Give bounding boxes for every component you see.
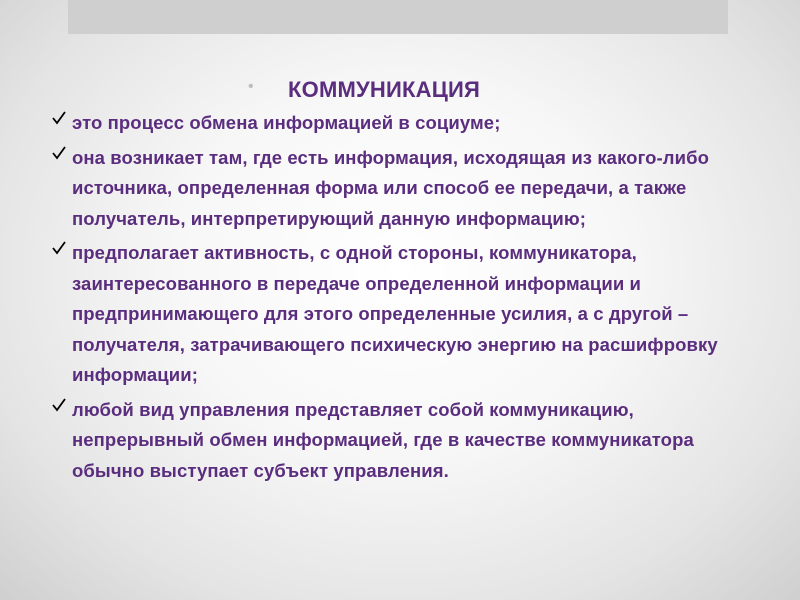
list-item [52, 395, 772, 487]
checkmark-icon [52, 398, 72, 412]
checkmark-icon [52, 111, 72, 125]
list-item-text: предполагает активность, с одной стороны, коммуникатора, заинтересованного в передаче определенной информации и предпринимающего для этого определенные усилия, а с другой – получателя, затрачивающего психическую энергию на расшифровку информации; [72, 242, 718, 385]
checkmark-icon [52, 241, 72, 255]
title-row [52, 74, 772, 104]
title-bullet-dot: • [248, 78, 254, 95]
list-item [52, 238, 772, 391]
checkmark-icon [52, 146, 72, 160]
list-item-text: любой вид управления представляет собой коммуникацию, непрерывный обмен информацией, где в качестве коммуникатора обычно выступает субъект управления. [72, 398, 694, 481]
list-item [52, 143, 772, 235]
list-item-text: это процесс обмена информацией в социуме; [72, 112, 501, 133]
top-decorative-band [68, 0, 728, 34]
list-item-text: она возникает там, где есть информация, исходящая из какого-либо источника, определенная форма или способ ее передачи, а также получатель, интерпретирующий данную информацию; [72, 146, 710, 229]
slide-title: КОММУНИКАЦИЯ [288, 77, 480, 102]
list-item [52, 108, 772, 139]
slide-content [52, 74, 772, 486]
